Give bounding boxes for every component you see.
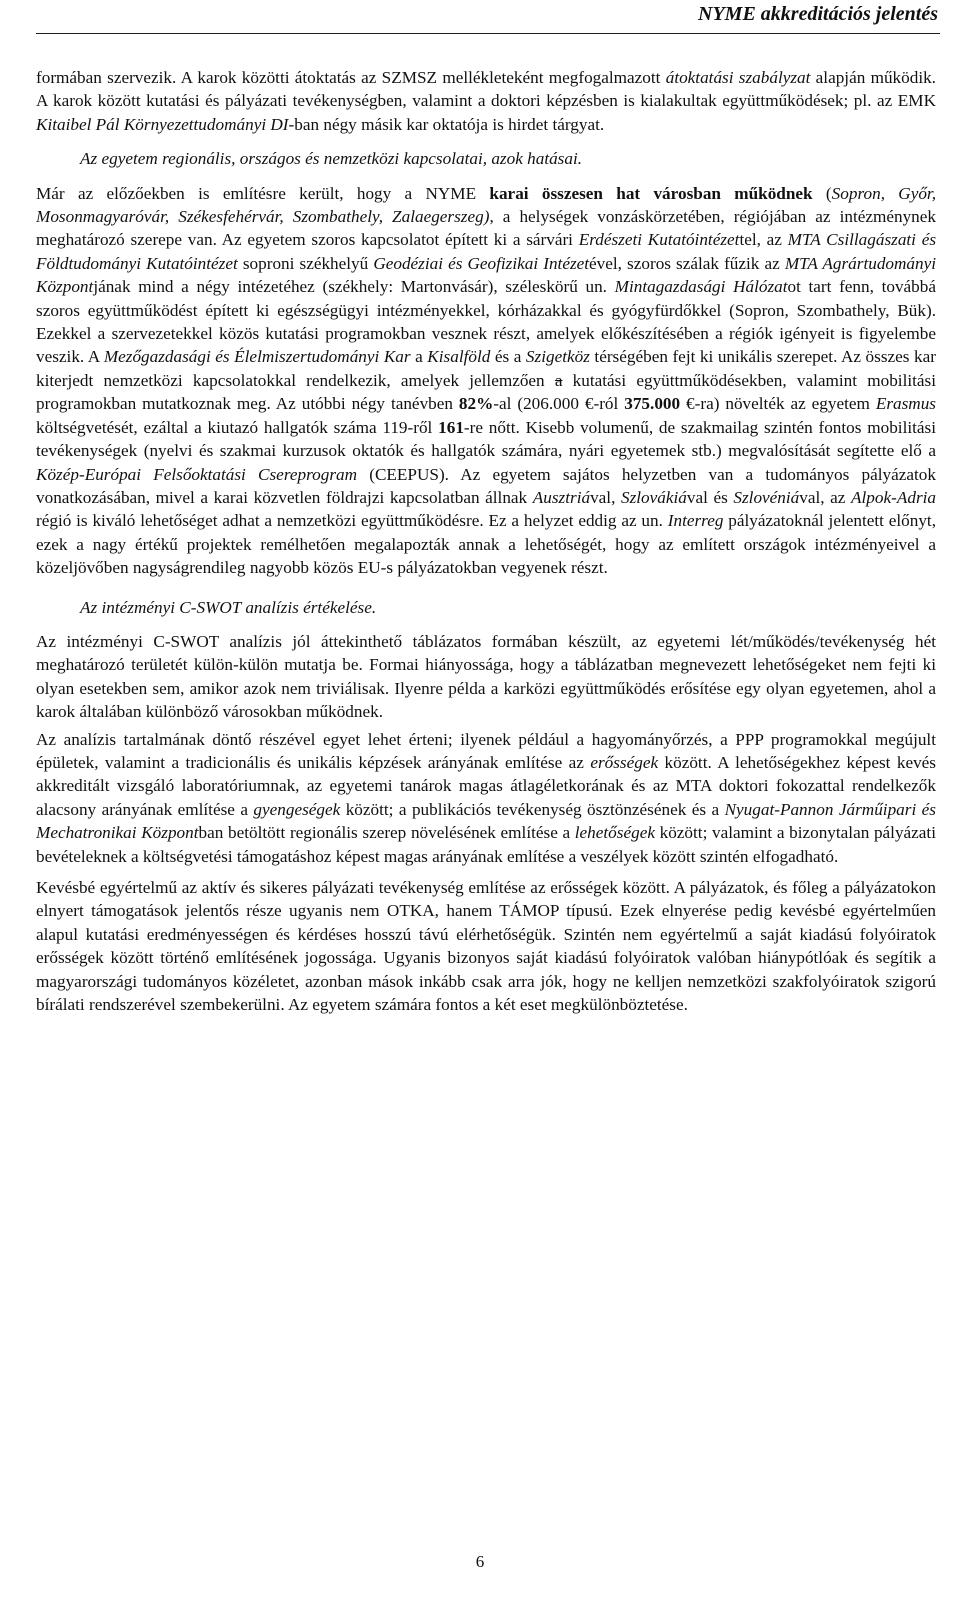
page-number: 6 [475,1552,485,1571]
section-heading-cswot: Az intézményi C-SWOT analízis értékelése. [80,597,377,617]
paragraph-3: Az intézményi C-SWOT analízis jól áttekinthető táblázatos formában készült, az egyetemi lét/működés/tevékenység hét meghatározó területét külön-külön mutatja be. Formai hiányossága, hogy a táblázatban megnevezett lehetőségeket nem fejti ki olyan esetekben sem, amikor azok nem triviálisak. Ilyenre példa a karközi együttműködés erősítése egy olyan egyetemen, ahol a karok általában különböző városokban működnek. [36,631,936,722]
paragraph-2: Már az előzőekben is említésre került, hogy a NYME karai összesen hat városban működnek (Sopron, Győr, Mosonmagyaróvár, Székesfehérvár, Szombathely, Zalaegerszeg), a helységek vonzáskörzetében, régiójában az intézménynek meghatározó szerepe van. Az egyetem szoros kapcsolatot épített ki a sárvári Erdészeti Kutatóintézettel, az MTA Csillagászati és Földtudományi Kutatóintézet soproni székhelyű Geodéziai és Geofizikai Intézetével, szoros szálak fűzik az MTA Agrártudományi Központjának mind a négy intézetéhez (székhely: Martonvásár), széleskörű un. Mintagazdasági Hálózatot tart fenn, továbbá szoros együttműködést épített ki egészségügyi intézményekkel, kórházakkal és gyógyfürdőkkel (Sopron, Szombathely, Bük). Ezekkel a szervezetekkel közös kutatási programokban vesznek részt, amelyek előkészítésében a régiók igényeit is figyelembe veszik. A Mezőgazdasági és Élelmiszertudományi Kar a Kisalföld és a Szigetköz térségében fejt ki unikális szerepet. Az összes kar kiterjedt nemzetközi kapcsolatokkal rendelkezik, amelyek jellemzően a kutatási együttműködésekben, valamint mobilitási programokban mutatkoznak meg. Az utóbbi négy tanévben 82%-al (206.000 €-ról 375.000 €-ra) növelték az egyetem Erasmus költségvetését, ezáltal a kiutazó hallgatók száma 119-ről 161-re nőtt. Kisebb volumenű, de szakmailag szintén fontos mobilitási tevékenységek (nyelvi és szakmai kurzusok oktatók és hallgatók számára, nyári egyetemek stb.) megvalósítását segítette elő a Közép-Európai Felsőoktatási Csereprogram (CEEPUS). Az egyetem sajátos helyzetben van a tudományos pályázatok vonatkozásában, mivel a karai közvetlen földrajzi kapcsolatban állnak Ausztriával, Szlovákiával és Szlovéniával, az Alpok-Adria régió is kiváló lehetőséget adhat a nemzetközi együttműködésre. Ez a helyzet eddig az un. Interreg pályázatoknál jelentett előnyt, ezek a nagy értékű projektek remélhetően megalapozták annak a lehetőségét, hogy az említett országok intézményeivel a közeljövőben nagyságrendileg nagyobb közös EU-s pályázatokban vegyenek részt. [36,183,937,578]
paragraph-5: Kevésbé egyértelmű az aktív és sikeres pályázati tevékenység említése az erősségek között. A pályázatok, és főleg a pályázatokon elnyert támogatások jelentős része ugyanis nem OTKA, hanem TÁMOP típusú. Ezek elnyerése pedig kevésbé egyértelműen alapul kutatási eredményességen és kérdéses hosszú távú elérhetőségük. Szintén nem egyértelmű a saját kiadású folyóiratok erősségek között történő említésének jogossága. Ugyanis bizonyos saját kiadású folyóiratok valóban hiánypótlóak és segítik a magyarországi tudományos közéletet, azonban mások inkább csak arra jók, hogy ne kelljen nemzetközi szakfolyóiratok szigorú bírálati rendszerével szembekerülni. Az egyetem számára fontos a két eset megkülönböztetése. [36,878,936,1015]
page-header [0,0,960,40]
paragraph-1: formában szervezik. A karok közötti átoktatás az SZMSZ mellékleteként megfogalmazott átoktatási szabályzat alapján működik. A karok között kutatási és pályázati tevékenységben, valamint a doktori képzésben is kialakultak együttműködések; pl. az EMK Kitaibel Pál Környezettudományi DI-ban négy másik kar oktatója is hirdet tárgyat. [36,68,936,134]
header-rule [36,33,940,34]
paragraph-4: Az analízis tartalmának döntő részével egyet lehet érteni; ilyenek például a hagyományőrzés, a PPP programokkal megújult épületek, valamint a tradicionális és unikális képzések arányának említése az erősségek között. A lehetőségekhez képest kevés akkreditált vizsgáló laboratóriumnak, az egyetemi tanárok magas átlagéletkorának és az MTA doktori fokozattal rendelkezők alacsony arányának említése a gyengeségek között; a publikációs tevékenység ösztönzésének és a Nyugat-Pannon Járműipari és Mechatronikai Központban betöltött regionális szerep növelésének említése a lehetőségek között; valamint a bizonytalan pályázati bevételeknek a költségvetési támogatáshoz képest magas arányának említése a veszélyek között szintén elfogadható. [36,729,936,866]
section-heading-relations: Az egyetem regionális, országos és nemzetközi kapcsolatai, azok hatásai. [80,149,583,169]
header-title: NYME akkreditációs jelentés [698,3,938,25]
body-text [36,66,936,1016]
